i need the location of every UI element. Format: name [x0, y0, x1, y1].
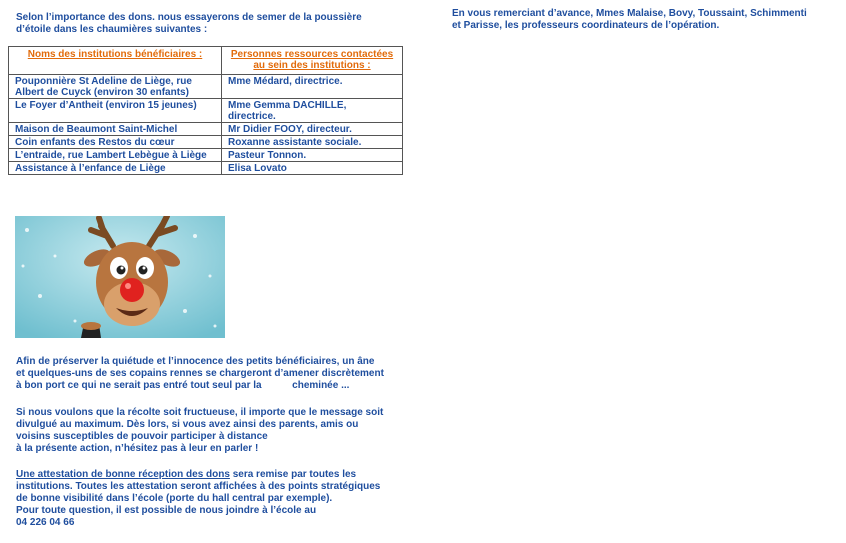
paragraph-line: Si nous voulons que la récolte soit fructueuse, il importe que le message soit — [16, 407, 384, 418]
contact-cell: Mme Médard, directrice. — [222, 75, 403, 99]
institution-cell: Pouponnière St Adeline de Liège, rue Albert de Cuyck (environ 30 enfants) — [9, 75, 222, 99]
contact-cell: Mme Gemma DACHILLE, directrice. — [222, 99, 403, 123]
intro-text — [16, 12, 396, 36]
paragraph-line: et quelques-uns de ses copains rennes se chargeront d’amener discrètement — [16, 368, 384, 379]
paragraph-line — [16, 469, 416, 481]
institution-cell: Assistance à l’enfance de Liège — [9, 162, 222, 175]
table-row — [9, 99, 403, 123]
table-row — [9, 123, 403, 136]
table-row — [9, 162, 403, 175]
intro-line: Selon l’importance des dons. nous essayerons de semer de la poussière — [16, 12, 362, 23]
institution-cell: L’entraide, rue Lambert Lebègue à Liège — [9, 149, 222, 162]
paragraph-line: de bonne visibilité dans l’école (porte du hall central par exemple). — [16, 493, 333, 504]
phone-number: 04 226 04 66 — [16, 517, 75, 528]
table-row — [9, 136, 403, 149]
contacts-header: Personnes ressources contactées au sein des institutions : — [222, 47, 403, 75]
paragraph-privacy — [16, 356, 416, 392]
attestation-underlined: Une attestation de bonne réception des dons — [16, 469, 230, 480]
paragraph-line: divulgué au maximum. Dès lors, si vous avez ainsi des parents, amis ou — [16, 419, 359, 430]
contact-cell: Mr Didier FOOY, directeur. — [222, 123, 403, 136]
attestation-rest: sera remise par toutes les — [229, 469, 357, 480]
paragraph-attestation — [16, 469, 416, 529]
paragraph-share — [16, 407, 416, 455]
paragraph-line: voisins susceptibles de pouvoir participer à distance — [16, 431, 268, 442]
contact-cell: Elisa Lovato — [222, 162, 403, 175]
paragraph-line: à bon port ce qui ne serait pas entré tout seul par la cheminée ... — [16, 380, 350, 391]
paragraph-line: à la présente action, n’hésitez pas à leur en parler ! — [16, 443, 259, 454]
reindeer-image — [15, 216, 225, 338]
paragraph-line: institutions. Toutes les attestation seront affichées à des points stratégiques — [16, 481, 381, 492]
contact-cell: Roxanne assistante sociale. — [222, 136, 403, 149]
intro-line: d’étoile dans les chaumières suivantes : — [16, 24, 208, 35]
institution-cell: Coin enfants des Restos du cœur — [9, 136, 222, 149]
institutions-table — [8, 46, 403, 175]
paragraph-line: Pour toute question, il est possible de nous joindre à l’école au — [16, 505, 317, 516]
thanks-text — [452, 8, 842, 32]
paragraph-line: Afin de préserver la quiétude et l’innocence des petits bénéficiaires, un âne — [16, 356, 375, 367]
institution-cell: Maison de Beaumont Saint-Michel — [9, 123, 222, 136]
institutions-header: Noms des institutions bénéficiaires : — [9, 47, 222, 75]
table-header-row — [9, 47, 403, 75]
thanks-line: et Parisse, les professeurs coordinateurs de l’opération. — [452, 20, 720, 31]
institution-cell: Le Foyer d’Antheit (environ 15 jeunes) — [9, 99, 222, 123]
contact-cell: Pasteur Tonnon. — [222, 149, 403, 162]
table-row — [9, 149, 403, 162]
thanks-line: En vous remerciant d’avance, Mmes Malaise, Bovy, Toussaint, Schimmenti — [452, 8, 807, 19]
table-row — [9, 75, 403, 99]
